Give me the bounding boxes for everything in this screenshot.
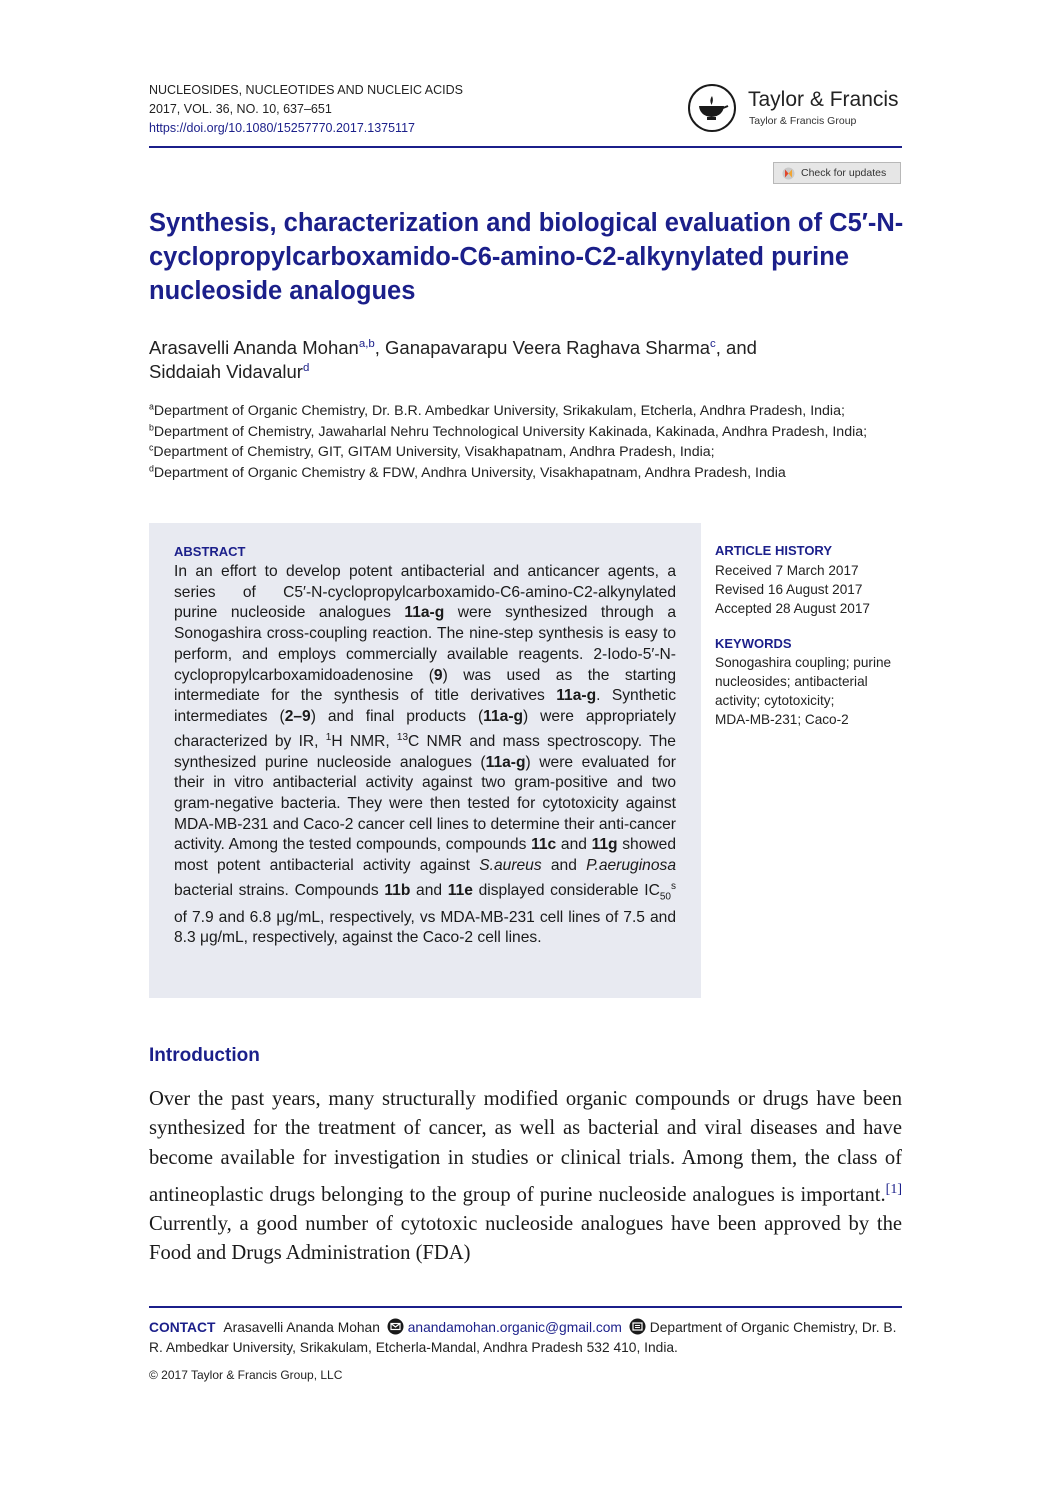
affiliation-d: Department of Organic Chemistry & FDW, Andhra University, Visakhapatnam, Andhra Pradesh, India [153, 464, 786, 481]
contact-name: Arasavelli Ananda Mohan [223, 1320, 380, 1335]
author-3: Siddaiah Vidavalur [149, 361, 303, 382]
contact-address: Department of Organic Chemistry, Dr. B. R. Ambedkar University, Srikakulam, Etcherla-Mandal, Andhra Pradesh 532 410, India. [149, 1320, 897, 1355]
reference-link-1[interactable]: [1] [885, 1181, 902, 1197]
address-icon [629, 1318, 646, 1335]
publisher-logo [688, 84, 908, 136]
keyword-line: Sonogashira coupling; purine [715, 655, 892, 670]
revised-date: Revised 16 August 2017 [715, 582, 863, 597]
contact-email-link[interactable]: anandamohan.organic@gmail.com [407, 1320, 622, 1335]
affiliation-c: Department of Chemistry, GIT, GITAM University, Visakhapatnam, Andhra Pradesh, India; [153, 444, 715, 460]
copyright: © 2017 Taylor & Francis Group, LLC [149, 1368, 343, 1382]
article-title: Synthesis, characterization and biological evaluation of C5′-N-cyclopropylcarboxamido-C6-amino-C2-alkynylated purine nucleoside analogues [149, 209, 904, 305]
introduction-heading: Introduction [149, 1045, 260, 1066]
check-updates-button[interactable] [773, 162, 901, 184]
affiliation-b: Department of Chemistry, Jawaharlal Nehru Technological University Kakinada, Kakinada, Andhra Pradesh, India; [153, 423, 868, 440]
publisher-lamp-icon [688, 84, 736, 132]
abstract-heading: ABSTRACT [174, 544, 246, 559]
affiliation-a: Department of Organic Chemistry, Dr. B.R. Ambedkar University, Srikakulam, Etcherla, Andhra Pradesh, India; [153, 403, 845, 419]
publisher-group: Taylor & Francis Group [749, 115, 857, 127]
received-date: Received 7 March 2017 [715, 563, 859, 578]
contact-label: CONTACT [149, 1320, 216, 1335]
journal-name: NUCLEOSIDES, NUCLEOTIDES AND NUCLEIC ACIDS [149, 83, 463, 97]
author-1-affil-link[interactable]: a,b [358, 337, 375, 350]
publisher-name: Taylor & Francis [748, 88, 899, 111]
author-list: Arasavelli Ananda Mohan$^{a,b}$, Ganapavarapu Veera Raghava Sharma$^c$, and Siddaiah Vidavalur$^d$ [149, 337, 757, 382]
footer-rule [149, 1306, 902, 1308]
abstract-text: In an effort to develop potent antibacterial and anticancer agents, a series of C5′-N-cyclopropylcarboxamido-C6-amino-C2-alkynylated purine nucleoside analogues 11a-g were synthesized through a Sonogashira cross-coupling reaction. The nine-step synthesis is easy to perform, and employs commercially available reagents. 2-Iodo-5′-N-cyclopropylcarboxamidoadenosine (9) was used as the starting intermediate for the synthesis of title derivatives 11a-g. Synthetic intermediates (2–9) and final products (11a-g) were appropriately characterized by IR, $^1$H NMR, $^{13}$C NMR and mass spectroscopy. The synthesized purine nucleoside analogues (11a-g) were evaluated for their in vitro antibacterial activity against two gram-positive and two gram-negative bacteria. They were then tested for cytotoxicity against MDA-MB-231 and Caco-2 cancer cell lines to determine their anti-cancer activity. Among the tested compounds, compounds 11c and 11g showed most potent antibacterial activity against S.aureus and P.aeruginosa bacterial strains. Compounds 11b and 11e displayed considerable $IC_{50}^s$ of 7.9 and 6.8 μg/mL, respectively, vs MDA-MB-231 cell lines of 7.5 and 8.3 μg/mL, respectively, against the Caco-2 cell lines. [174, 563, 676, 947]
affiliations: $^a$Department of Organic Chemistry, Dr. B.R. Ambedkar University, Srikakulam, Etcherla, Andhra Pradesh, India; $^b$Department of Chemistry, Jawaharlal Nehru Technological University Kakinada, Kakinada, Andhra Pradesh, India; $^c$Department of Chemistry, GIT, GITAM University, Visakhapatnam, Andhra Pradesh, India; $^d$Department of Organic Chemistry & FDW, Andhra University, Visakhapatnam, Andhra Pradesh, India [149, 401, 868, 481]
introduction-text: Over the past years, many structurally modified organic compounds or drugs have been synthesized for the treatment of cancer, as well as bacterial and viral diseases and have become available for investigation in studies or clinical trials. Among them, the class of antineoplastic drugs belonging to the group of purine nucleoside analogues is important.[1] Currently, a good number of cytotoxic nucleoside analogues have been approved by the Food and Drugs Administration (FDA) [149, 1088, 902, 1265]
keyword-line: MDA-MB-231; Caco-2 [715, 712, 849, 727]
keywords [715, 653, 910, 729]
journal-header [149, 81, 463, 138]
keywords-heading: KEYWORDS [715, 636, 792, 651]
article-history-heading: ARTICLE HISTORY [715, 543, 833, 558]
keyword-line: activity; cytotoxicity; [715, 693, 835, 708]
doi-link[interactable]: https://doi.org/10.1080/15257770.2017.1375117 [149, 121, 415, 135]
header-rule [149, 146, 902, 148]
author-3-affil-link[interactable]: d [302, 361, 310, 374]
crossmark-icon [782, 167, 795, 180]
article-history [715, 561, 910, 618]
author-2: Ganapavarapu Veera Raghava Sharma [385, 337, 711, 358]
keyword-line: nucleosides; antibacterial [715, 674, 868, 689]
author-and: , and [715, 337, 757, 358]
author-2-affil-link[interactable]: c [710, 337, 716, 350]
email-icon [387, 1318, 404, 1335]
accepted-date: Accepted 28 August 2017 [715, 601, 870, 616]
journal-citation: 2017, VOL. 36, NO. 10, 637–651 [149, 102, 332, 116]
author-1: Arasavelli Ananda Mohan [149, 337, 359, 358]
contact-block [149, 1318, 902, 1358]
check-updates-label: Check for updates [801, 167, 887, 179]
